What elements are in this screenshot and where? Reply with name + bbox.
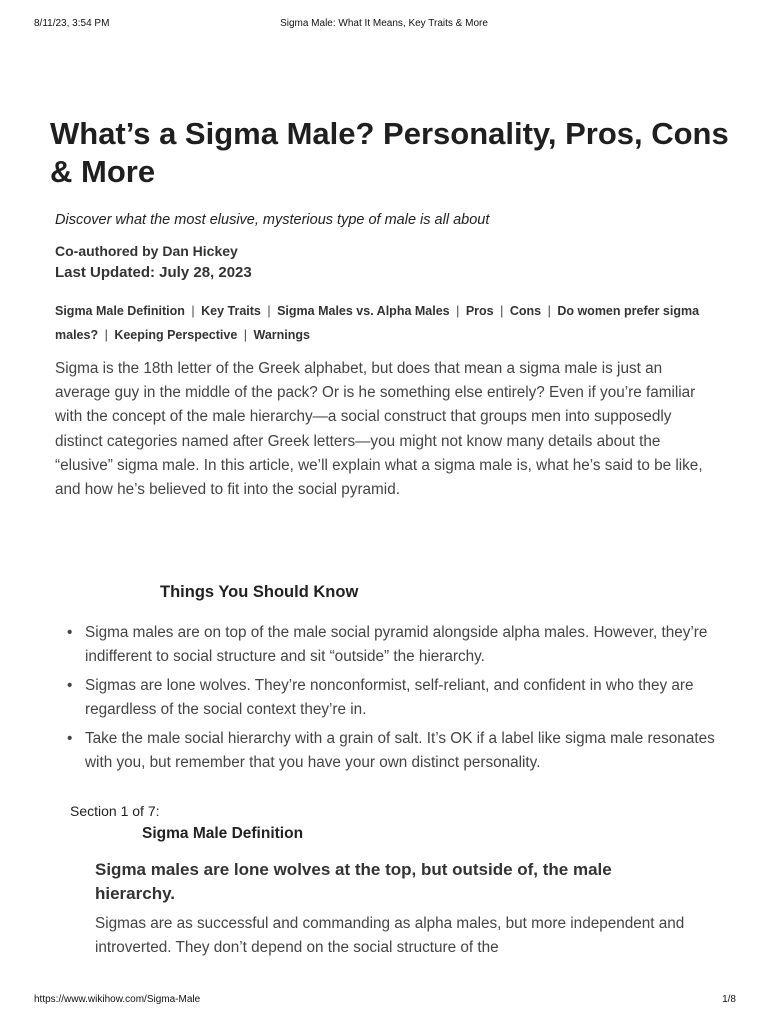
things-you-should-know-list <box>63 621 718 780</box>
print-date: 8/11/23, 3:54 PM <box>34 18 110 29</box>
print-header <box>34 18 734 32</box>
list-item <box>63 674 718 722</box>
section-title: Sigma Male Definition <box>142 825 304 842</box>
toc-separator: | <box>104 328 108 342</box>
print-url: https://www.wikihow.com/Sigma-Male <box>34 994 201 1005</box>
bullet-icon: • <box>67 624 73 641</box>
print-footer <box>34 994 736 1008</box>
toc-separator: | <box>243 328 248 342</box>
article-intro: Sigma is the 18th letter of the Greek alphabet, but does that mean a sigma male is just an average guy in the middle of the pack? Or is he something else entirely? Even if you’re familiar with the concept of the male hierarchy—a social construct that groups men into supposedly distinct categories named after Greek letters—you might not know many details about the “elusive” sigma male. In this article, we’ll explain what a sigma male is, what he’s said to be like, and how he’s believed to fit into the social pyramid. <box>55 360 703 499</box>
list-item-text: Sigmas are lone wolves. They’re nonconformist, self-reliant, and confident in who they are regardless of the social context they’re in. <box>85 677 694 718</box>
list-item <box>63 727 718 775</box>
list-item-text: Sigma males are on top of the male social pyramid alongside alpha males. However, they’re indifferent to social structure and sit “outside” the hierarchy. <box>85 624 708 665</box>
toc-link[interactable]: Pros <box>465 304 494 318</box>
toc-link[interactable]: Key Traits <box>201 304 261 318</box>
toc-link[interactable]: Sigma Males vs. Alpha Males <box>277 304 450 318</box>
step-heading: Sigma males are lone wolves at the top, but outside of, the male hierarchy. <box>95 860 612 903</box>
bullet-icon: • <box>67 730 73 747</box>
article-subtitle: Discover what the most elusive, mysterious type of male is all about <box>55 212 490 228</box>
list-item <box>63 621 718 669</box>
print-page-number: 1/8 <box>722 994 736 1005</box>
step-text: Sigmas are as successful and commanding as alpha males, but more independent and introverted. They don’t depend on the social structure of the <box>95 915 685 956</box>
toc-link[interactable]: Keeping Perspective <box>114 328 238 342</box>
toc-separator: | <box>456 304 460 318</box>
toc-link[interactable]: Warnings <box>253 328 310 342</box>
toc-separator: | <box>547 304 551 318</box>
article-last-updated: Last Updated: July 28, 2023 <box>55 264 252 281</box>
toc-link[interactable]: Do women prefer sigma males? <box>55 304 700 342</box>
section-label: Section 1 of 7: <box>70 803 160 819</box>
toc-link[interactable]: Sigma Male Definition <box>55 304 185 318</box>
article-title: What’s a Sigma Male? Personality, Pros, Cons & More <box>50 116 729 189</box>
things-you-should-know-heading: Things You Should Know <box>160 583 359 601</box>
toc-link[interactable]: Cons <box>509 304 542 318</box>
article-byline: Co-authored by Dan Hickey <box>55 243 238 259</box>
toc-separator: | <box>191 304 195 318</box>
print-page-title: Sigma Male: What It Means, Key Traits & More <box>280 18 488 29</box>
table-of-contents <box>55 299 715 347</box>
toc-separator: | <box>500 304 504 318</box>
bullet-icon: • <box>67 677 73 694</box>
list-item-text: Take the male social hierarchy with a grain of salt. It’s OK if a label like sigma male resonates with you, but remember that you have your own distinct personality. <box>85 730 715 771</box>
toc-separator: | <box>267 304 271 318</box>
